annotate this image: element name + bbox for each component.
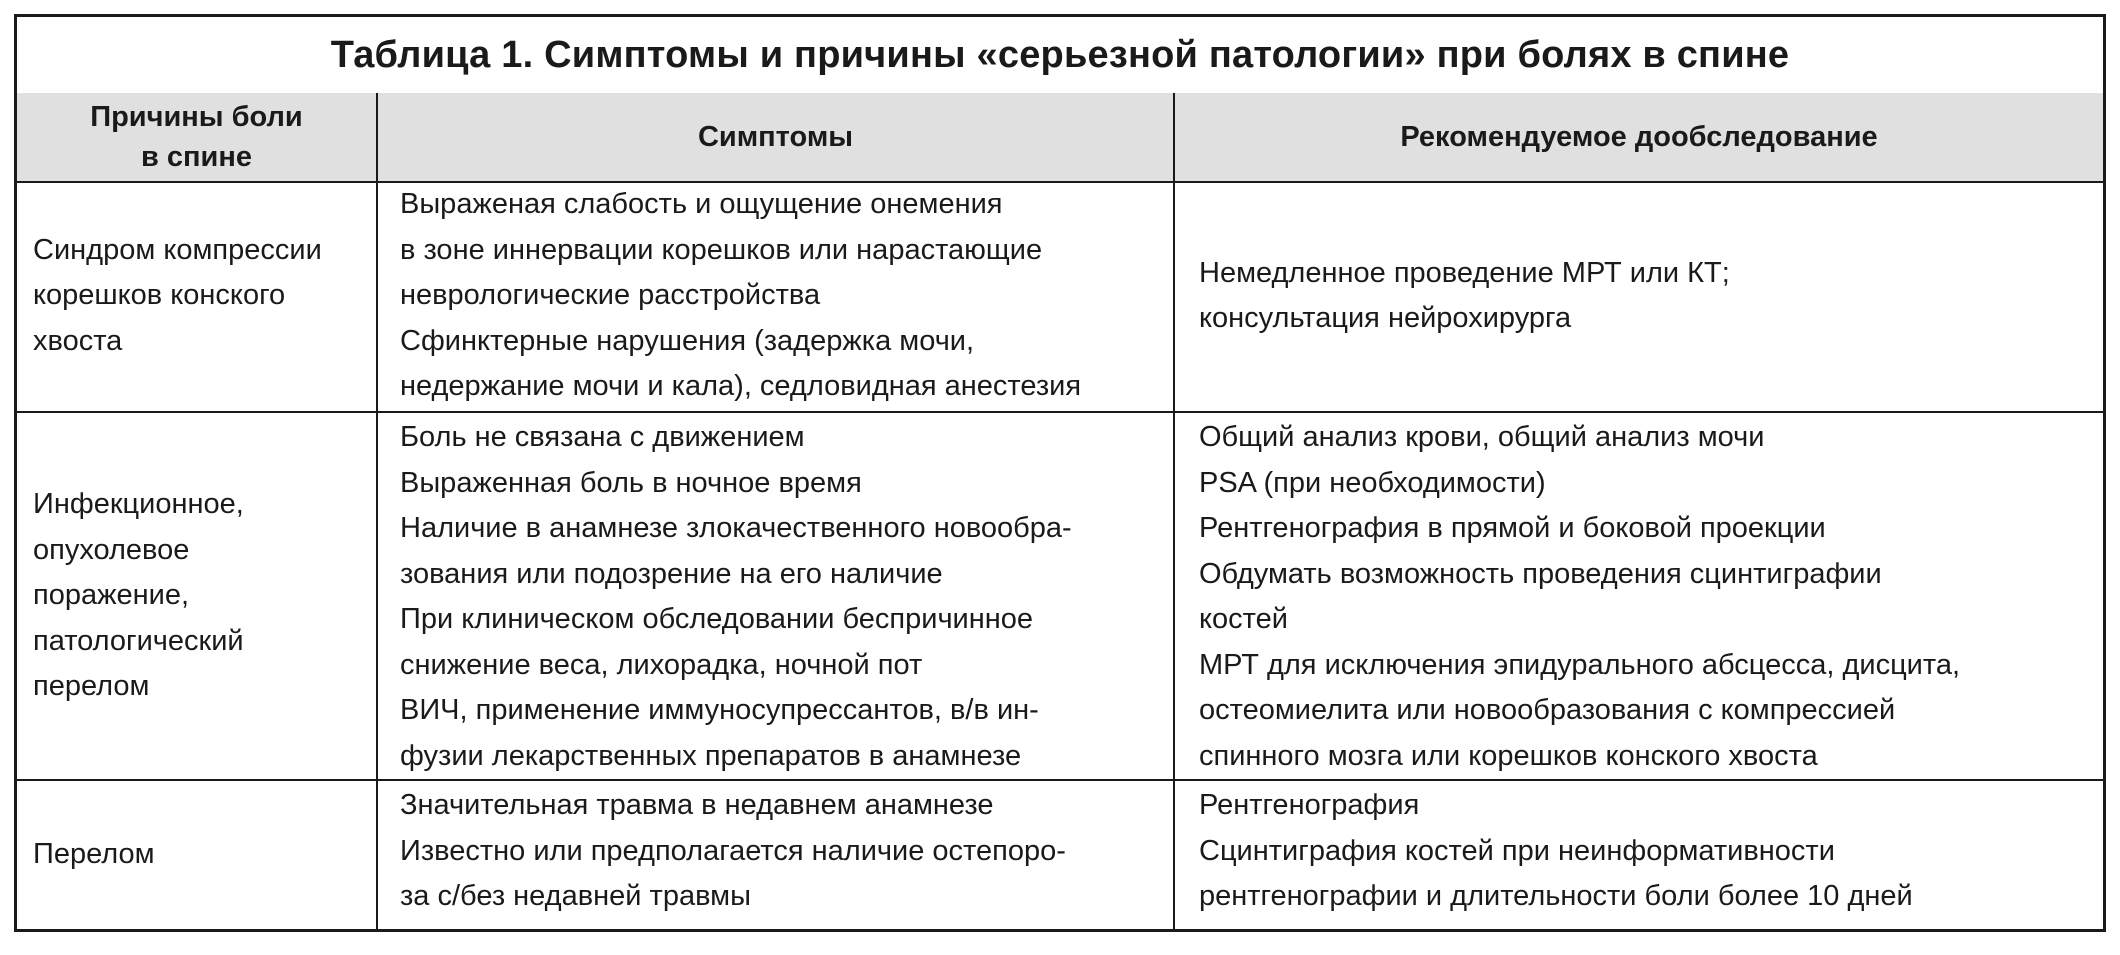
cause-line: хвоста: [33, 324, 123, 357]
cause-line: перелом: [33, 670, 150, 703]
exam-cell: [1175, 781, 2103, 929]
symptom-line: При клиническом обследовании беспричинное: [400, 603, 1034, 635]
exam-line: Немедленное проведение МРТ или КТ;: [1199, 256, 1730, 289]
cause-line: опухолевое: [33, 533, 190, 566]
table-title: Таблица 1. Симптомы и причины «серьезной патологии» при болях в спине: [17, 17, 2103, 95]
cause-line: патологический: [33, 624, 244, 657]
table-row: [17, 181, 2103, 413]
header-symptoms: Симптомы: [697, 121, 854, 153]
symptoms-cell: [378, 781, 1173, 929]
header-cause-line: в спине: [140, 141, 252, 173]
exam-line: костей: [1199, 603, 1288, 635]
header-cause: [17, 93, 376, 181]
exam-line: Общий анализ крови, общий анализ мочи: [1199, 421, 1765, 453]
symptom-line: фузии лекарственных препаратов в анамнезе: [400, 739, 1022, 772]
exam-line: остеомиелита или новообразования с компрессией: [1199, 694, 1896, 726]
exam-line: Рентгенография: [1199, 789, 1420, 821]
exam-line: рентгенографии и длительности боли более 10 дней: [1199, 880, 1913, 912]
cause-cell: [17, 181, 376, 411]
symptom-line: за с/без недавней травмы: [400, 880, 751, 912]
column-divider: [1173, 93, 1175, 929]
symptom-line: Значительная травма в недавнем анамнезе: [400, 789, 994, 821]
cause-line: Инфекционное,: [33, 488, 244, 521]
table-row: [17, 781, 2103, 929]
exam-line: Сцинтиграфия костей при неинформативности: [1199, 834, 1835, 867]
header-cause-line: Причины боли: [90, 101, 303, 133]
symptom-line: снижение веса, лихорадка, ночной пот: [400, 648, 923, 681]
cause-line: Перелом: [33, 838, 155, 871]
symptom-line: в зоне иннервации корешков или нарастающие: [400, 233, 1043, 266]
column-divider: [376, 93, 378, 929]
exam-line: PSA (при необходимости): [1199, 466, 1546, 499]
symptom-line: недержание мочи и кала), седловидная анестезия: [400, 370, 1082, 403]
table-header-row: [17, 93, 2103, 183]
symptom-line: ВИЧ, применение иммуносупрессантов, в/в ин-: [400, 694, 1039, 726]
exam-line: консультация нейрохирурга: [1199, 302, 1572, 334]
symptom-line: Сфинктерные нарушения (задержка мочи,: [400, 324, 975, 357]
symptom-line: неврологические расстройства: [400, 279, 821, 312]
cause-line: корешков конского: [33, 279, 286, 312]
symptom-line: Выраженая слабость и ощущение онемения: [400, 188, 1003, 221]
header-exam: Рекомендуемое дообследование: [1400, 121, 1878, 153]
symptom-line: Наличие в анамнезе злокачественного новообра-: [400, 512, 1072, 544]
cause-cell: [17, 781, 376, 929]
exam-cell: [1175, 413, 2103, 779]
table-row: [17, 413, 2103, 781]
symptom-line: Известно или предполагается наличие остепоро-: [400, 834, 1066, 867]
cause-line: поражение,: [33, 579, 190, 612]
exam-line: спинного мозга или корешков конского хвоста: [1199, 739, 1818, 772]
cause-cell: [17, 413, 376, 779]
symptom-line: Выраженная боль в ночное время: [400, 466, 862, 499]
exam-line: Обдумать возможность проведения сцинтиграфии: [1199, 557, 1882, 590]
symptoms-cell: [378, 413, 1173, 779]
symptoms-table: [14, 14, 2106, 932]
symptom-line: Боль не связана с движением: [400, 421, 805, 453]
symptom-line: зования или подозрение на его наличие: [400, 557, 943, 590]
cause-line: Синдром компрессии: [33, 233, 322, 266]
exam-line: МРТ для исключения эпидурального абсцесса, дисцита,: [1199, 648, 1961, 681]
exam-line: Рентгенография в прямой и боковой проекции: [1199, 512, 1826, 544]
symptoms-cell: [378, 181, 1173, 411]
exam-cell: [1175, 181, 2103, 411]
